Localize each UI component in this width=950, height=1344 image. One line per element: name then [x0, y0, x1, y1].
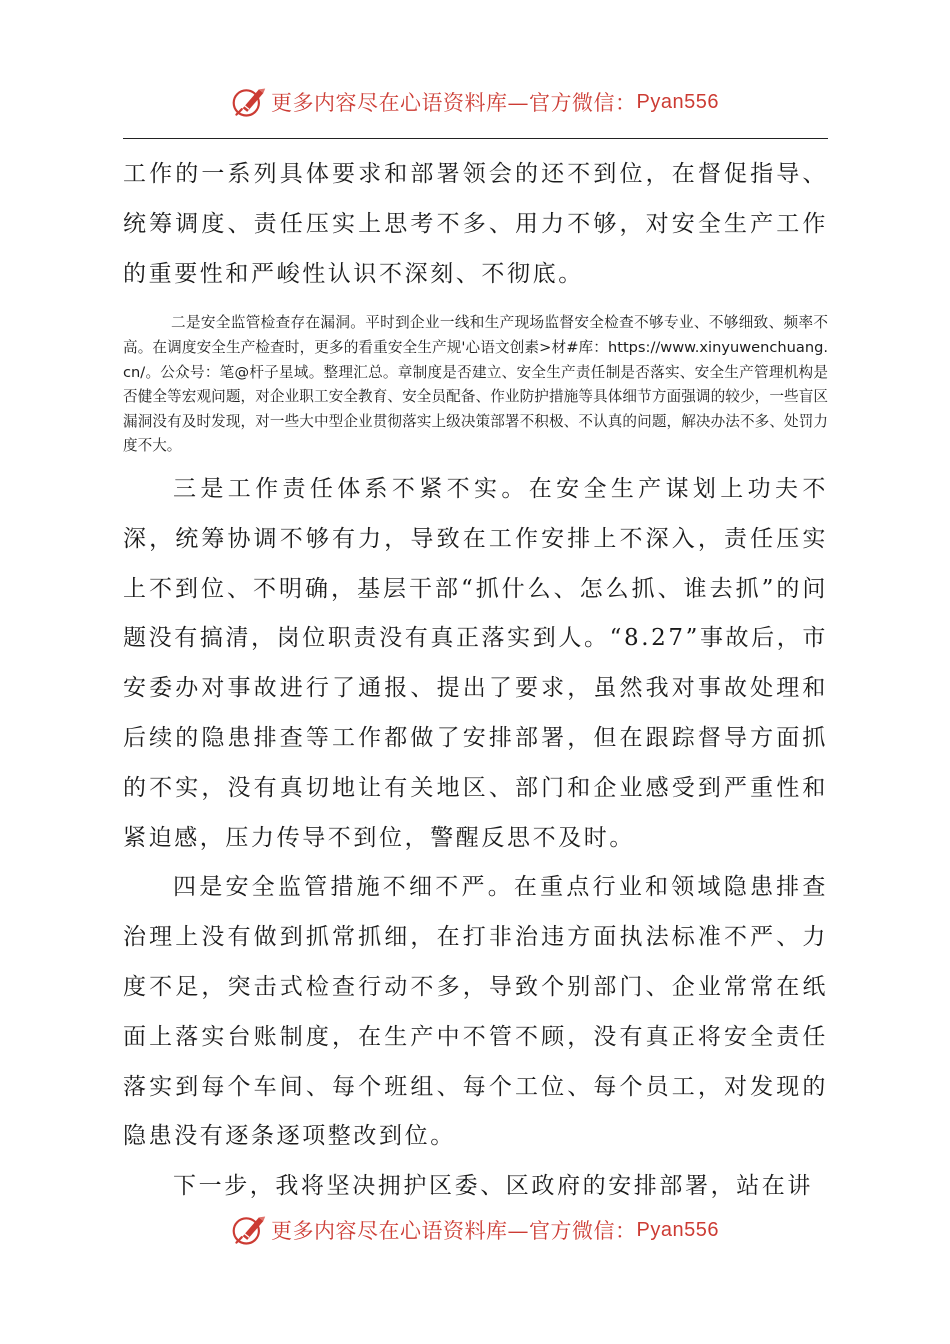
document-body: [123, 150, 828, 1212]
header-wechat-id: Pyan556: [636, 90, 719, 113]
footer-wechat-id: Pyan556: [636, 1218, 719, 1241]
header-banner: [0, 82, 950, 122]
header-rule: [123, 138, 828, 139]
footer-banner-text: 更多内容尽在心语资料库—官方微信：: [271, 1219, 637, 1243]
pen-logo-icon: [231, 1212, 267, 1248]
header-banner-text: 更多内容尽在心语资料库—官方微信：: [271, 91, 637, 115]
pen-logo-icon: [231, 84, 267, 120]
body-paragraph-5: 下一步，我将坚决拥护区委、区政府的安排部署，站在讲: [173, 1173, 813, 1200]
footer-banner: [0, 1210, 950, 1250]
body-paragraph-4: 四是安全监管措施不细不严。在重点行业和领域隐患排查治理上没有做到抓常抓细，在打非治违方面执法标准不严、力度不足，突击式检查行动不多，导致个别部门、企业常常在纸面上落实台账制度，在生产中不管不顾，没有真正将安全责任落实到每个车间、每个班组、每个工位、每个员工，对发现的隐患没有逐条逐项整改到位。: [123, 874, 828, 1150]
body-paragraph-1: 工作的一系列具体要求和部署领会的还不到位，在督促指导、统筹调度、责任压实上思考不多、用力不够，对安全生产工作的重要性和严峻性认识不深刻、不彻底。: [123, 161, 828, 287]
body-paragraph-2: 二是安全监管检查存在漏洞。平时到企业一线和生产现场监督安全检查不够专业、不够细致、频率不高。在调度安全生产检查时，更多的看重安全生产规'心语文创素>材#库：https://www.xinyuwenchuang.cn/。公众号：笔@杆子星域。整理汇总。章制度是否建立、安全生产责任制是否落实、安全生产管理机构是否健全等宏观问题，对企业职工安全教育、安全员配备、作业防护措施等具体细节方面强调的较少，一些盲区漏洞没有及时发现，对一些大中型企业贯彻落实上级决策部署不积极、不认真的问题，解决办法不多、处罚力度不大。: [123, 314, 828, 455]
body-paragraph-3: 三是工作责任体系不紧不实。在安全生产谋划上功夫不深，统筹协调不够有力，导致在工作安排上不深入，责任压实上不到位、不明确，基层干部“抓什么、怎么抓、谁去抓”的问题没有搞清，岗位职责没有真正落实到人。“8.27”事故后，市安委办对事故进行了通报、提出了要求，虽然我对事故处理和后续的隐患排查等工作都做了安排部署，但在跟踪督导方面抓的不实，没有真切地让有关地区、部门和企业感受到严重性和紧迫感，压力传导不到位，警醒反思不及时。: [123, 475, 828, 851]
